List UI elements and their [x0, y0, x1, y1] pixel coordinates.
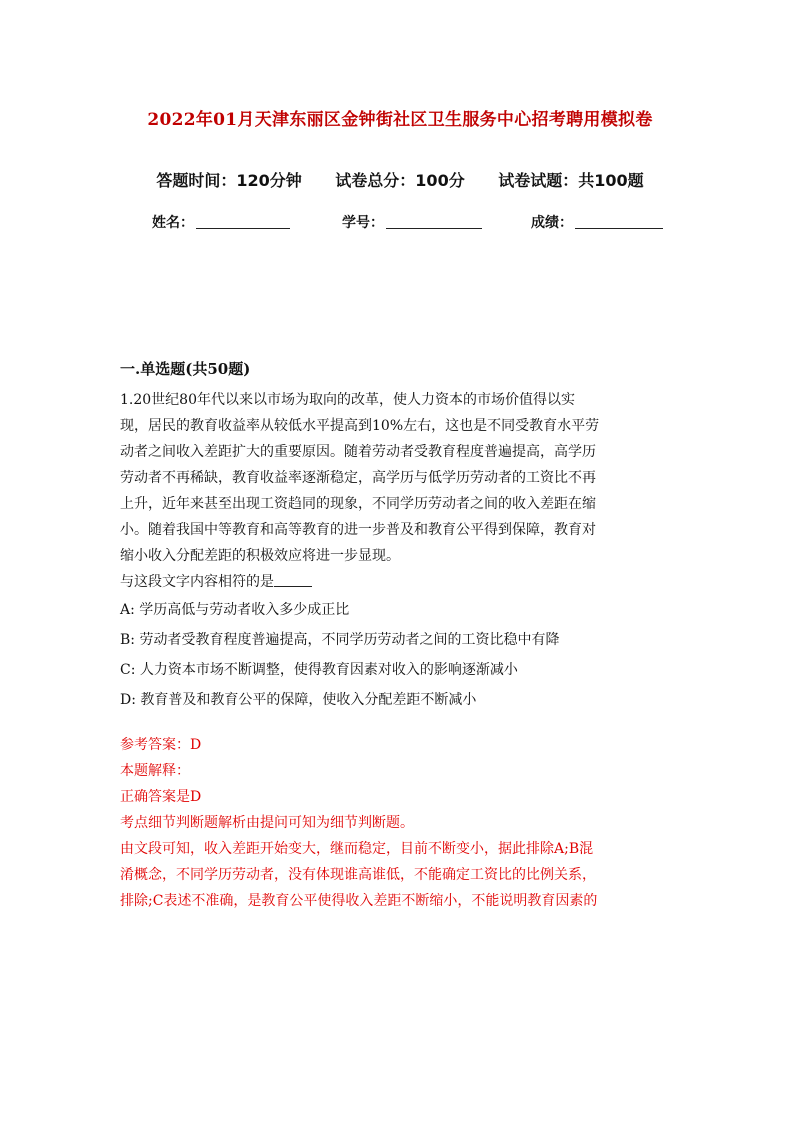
answer-line: 正确答案是D — [120, 789, 202, 805]
option-c[interactable]: C: 人力资本市场不断调整，使得教育因素对收入的影响逐渐减小 — [120, 662, 518, 678]
score-label: 成绩： — [531, 215, 573, 231]
question-line: 1.20世纪80年代以来以市场为取向的改革，使人力资本的市场价值得以实 — [120, 392, 575, 408]
option-a[interactable]: A: 学历高低与劳动者收入多少成正比 — [120, 602, 350, 618]
exam-content — [120, 356, 680, 914]
answer-line: 考点细节判断题解析由提问可知为细节判断题。 — [120, 815, 414, 831]
section-heading: 一.单选题(共50题) — [120, 360, 251, 378]
question-line: 劳动者不再稀缺，教育收益率逐渐稳定，高学历与低学历劳动者的工资比不再 — [120, 470, 596, 486]
question-1 — [120, 387, 680, 715]
name-field — [152, 212, 290, 232]
answer-line: 由文段可知，收入差距开始变大，继而稳定，目前不断变小，据此排除A;B混 — [120, 841, 594, 857]
question-line: 现，居民的教育收益率从较低水平提高到10%左右，这也是不同受教育水平劳 — [120, 418, 600, 434]
id-field — [342, 212, 482, 232]
answer-explanation — [120, 732, 680, 914]
name-blank[interactable] — [196, 214, 290, 229]
exam-meta — [0, 168, 800, 191]
name-label: 姓名： — [152, 215, 194, 231]
score-field — [531, 212, 663, 232]
score-blank[interactable] — [575, 214, 663, 229]
answer-line: 排除;C表述不准确，是教育公平使得收入差距不断缩小，不能说明教育因素的 — [120, 893, 598, 909]
exam-question-count: 试卷试题：共100题 — [498, 171, 644, 190]
exam-title: 2022年01月天津东丽区金钟街社区卫生服务中心招考聘用模拟卷 — [147, 110, 653, 130]
question-line: 动者之间收入差距扩大的重要原因。随着劳动者受教育程度普遍提高，高学历 — [120, 444, 596, 460]
question-line: 小。随着我国中等教育和高等教育的进一步普及和教育公平得到保障，教育对 — [120, 522, 596, 538]
question-prompt — [120, 569, 680, 595]
exam-time: 答题时间：120分钟 — [156, 171, 302, 190]
exam-total-score: 试卷总分：100分 — [335, 171, 465, 190]
answer-line: 淆概念，不同学历劳动者，没有体现谁高谁低，不能确定工资比的比例关系， — [120, 867, 596, 883]
question-prompt-text: 与这段文字内容相符的是 — [120, 574, 274, 590]
answer-line: 参考答案：D — [120, 737, 202, 753]
question-line: 上升，近年来甚至出现工资趋同的现象，不同学历劳动者之间的收入差距在缩 — [120, 496, 596, 512]
id-blank[interactable] — [386, 214, 482, 229]
question-line: 缩小收入分配差距的积极效应将进一步显现。 — [120, 548, 400, 564]
option-b[interactable]: B: 劳动者受教育程度普遍提高，不同学历劳动者之间的工资比稳中有降 — [120, 632, 560, 648]
question-options — [120, 595, 680, 715]
answer-line: 本题解释： — [120, 763, 190, 779]
id-label: 学号： — [342, 215, 384, 231]
answer-blank — [274, 574, 312, 587]
option-d[interactable]: D: 教育普及和教育公平的保障，使收入分配差距不断减小 — [120, 692, 477, 708]
